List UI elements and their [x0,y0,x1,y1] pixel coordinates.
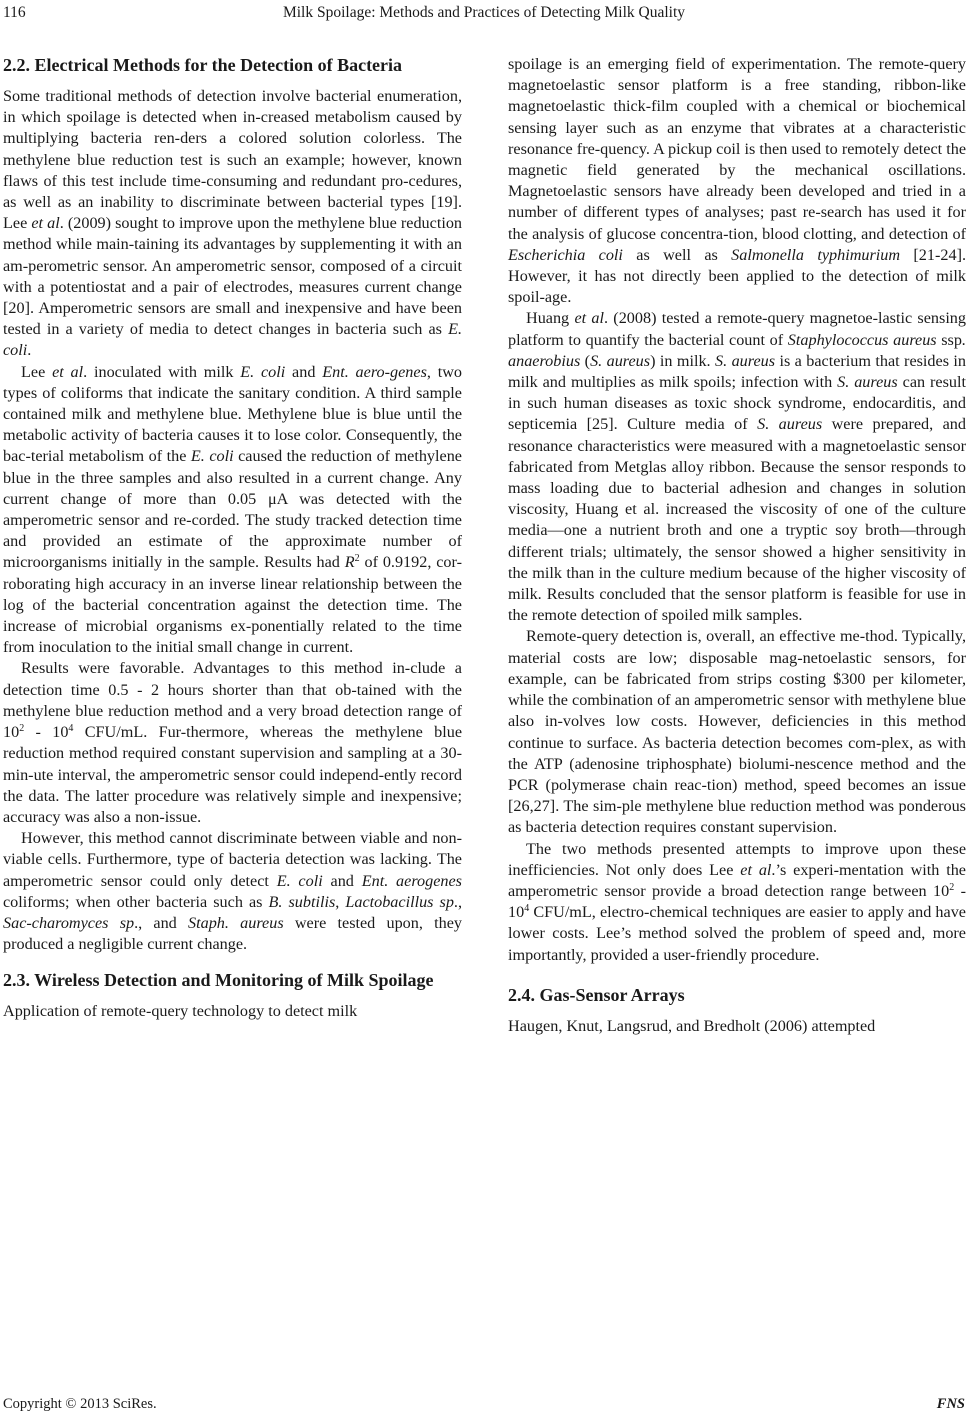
right-column [508,54,966,1037]
section-heading-2-2: 2.2. Electrical Methods for the Detection of Bacteria [3,55,403,75]
paragraph: spoilage is an emerging field of experimentation. The remote-query magnetoelastic sensor platform is a free standing, ribbon-like magnetoelastic thick-film coupled with a chemical or biochemical sensing layer such as an enzyme that vibrates at a characteristic resonance fre-quency. A pickup coil is then used to remotely detect the magnetic field generated by the mechanical oscillations. Magnetoelastic sensors have already been developed and tried in a number of different types of analyses; past re-search has used it for the analysis of glucose concentra-tion, blood clotting, and detection of Escherichia coli as well as Salmonella typhimurium [21-24]. However, it has not directly been applied to the detection of milk spoil-age. [508,55,967,307]
paragraph: Application of remote-query technology to detect milk [3,1002,358,1021]
paragraph: The two methods presented attempts to improve upon these inefficiencies. Not only does Lee et al.’s experi-mentation with the amperometric sensor provide a broad detection range between $10^2 - 10^4$ CFU/mL, electro-chemical techniques are easier to apply and have lower costs. Lee’s method solved the problem of speed and, more importantly, provided a user-friendly procedure. [508,839,966,964]
journal-abbrev: FNS [936,1396,965,1412]
paragraph: Huang et al. (2008) tested a remote-query magnetoe-lastic sensing platform to quantify the bacterial count of Staphylococcus aureus ssp. anaerobius (S. aureus) in milk. S. aureus is a bacterium that resides in milk and multiplies as milk spoils; infection with S. aureus can result in such human diseases as toxic shock syndrome, endocarditis, and septicemia [25]. Culture media of S. aureus were prepared, and resonance characteristics were measured with a magnetoelastic sensor fabricated from Metglas alloy ribbon. Because the sensor responds to mass loading due to bacterial adhesion and changes in solution viscosity, Huang et al. increased the viscosity of one of the culture media—one a nutrient broth and one a tryptic soy broth—through different trials; ultimately, the sensor showed a higher sensitivity in the milk than in the culture medium because of the higher viscosity of milk. Results concluded that the sensor platform is feasible for use in the remote detection of spoiled milk samples. [508,309,967,625]
page-header [0,4,968,30]
paragraph: Haugen, Knut, Langsrud, and Bredholt (2006) attempted [508,1016,876,1035]
section-heading-2-4: 2.4. Gas-Sensor Arrays [508,984,685,1005]
page-footer [3,1396,965,1413]
paragraph: Results were favorable. Advantages to this method in-clude a detection time 0.5 - 2 hours shorter than that ob-tained with the methylene blue reduction method and a very broad detection range of $10^2 - 10^4$ CFU/mL. Fur-thermore, whereas the methylene blue reduction method required constant supervision and sampling at a 30-min-ute interval, the amperometric sensor could independ-ently record the data. The latter procedure was relatively simple and inexpensive; accuracy was also a non-issue. [3,659,463,826]
paragraph: Remote-query detection is, overall, an effective me-thod. Typically, material costs are low; disposable mag-netoelastic sensors, for example, can be fabricated from strips costing $300 per kilometer, while the combination of an amperometric sensor with methylene blue also in-volves low costs. However, deficiencies in this method continue to surface. As bacteria detection becomes com-plex, as with the ATP (adenosine triphosphate) biolumi-nescence method and the PCR (polymerase chain reac-tion) method, speed becomes an issue [26,27]. The sim-ple methylene blue reduction method was ponderous as bacteria detection requires constant supervision. [508,627,966,837]
page-number: 116 [3,4,26,21]
left-column [3,54,462,1023]
section-heading-2-3: 2.3. Wireless Detection and Monitoring of Milk Spoilage [3,970,434,991]
running-title: Milk Spoilage: Methods and Practices of Detecting Milk Quality [282,4,686,21]
paragraph: However, this method cannot discriminate between viable and non-viable cells. Furthermore, type of bacteria detection was lacking. The amperometric sensor could only detect E. coli and Ent. aerogenes coliforms; when other bacteria such as B. subtilis, Lactobacillus sp., Sac-charomyces sp., and Staph. aureus were tested upon, they produced a negligible current change. [3,829,463,954]
copyright-text: Copyright © 2013 SciRes. [3,1396,157,1412]
paragraph: Lee et al. inoculated with milk E. coli and Ent. aero-genes, two types of coliforms that indicate the sanitary condition. A third sample contained milk and methylene blue. Methylene blue is blue until the metabolic activity of bacteria causes it to lose color. Consequently, the bac-terial metabolism of the E. coli caused the reduction of methylene blue in the three samples and also resulted in a current change. Any current change of more than 0.05 μA was detected with the amperometric sensor and re-corded. The study tracked detection time and provided an estimate of the approximate number of microorganisms initially in the sample. Results had $R^2$ of 0.9192, cor-roborating high accuracy in an inverse linear relationship between the log of the bacterial concentration against the detection time. The increase of microbial organisms ex-ponentially related to the time from inoculation to the initial small change in current. [3,362,462,657]
paragraph: Some traditional methods of detection involve bacterial enumeration, in which spoilage is detected when in-creased metabolism caused by multiplying bacteria ren-ders a colored solution colorless. The methylene blue reduction test is such an example; however, known flaws of this test include time-consuming and redundant pro-cedures, as well as an inability to discriminate between bacterial types [19]. Lee et al. (2009) sought to improve upon the methylene blue reduction method while main-taining its advantages by supplementing it with an am-perometric sensor. An amperometric sensor, composed of a circuit with a potentiostat and a pair of electrodes, measures current change [20]. Amperometric sensors are small and inexpensive and have been tested in a variety of media to detect changes in bacteria such as E. coli. [3,87,463,360]
